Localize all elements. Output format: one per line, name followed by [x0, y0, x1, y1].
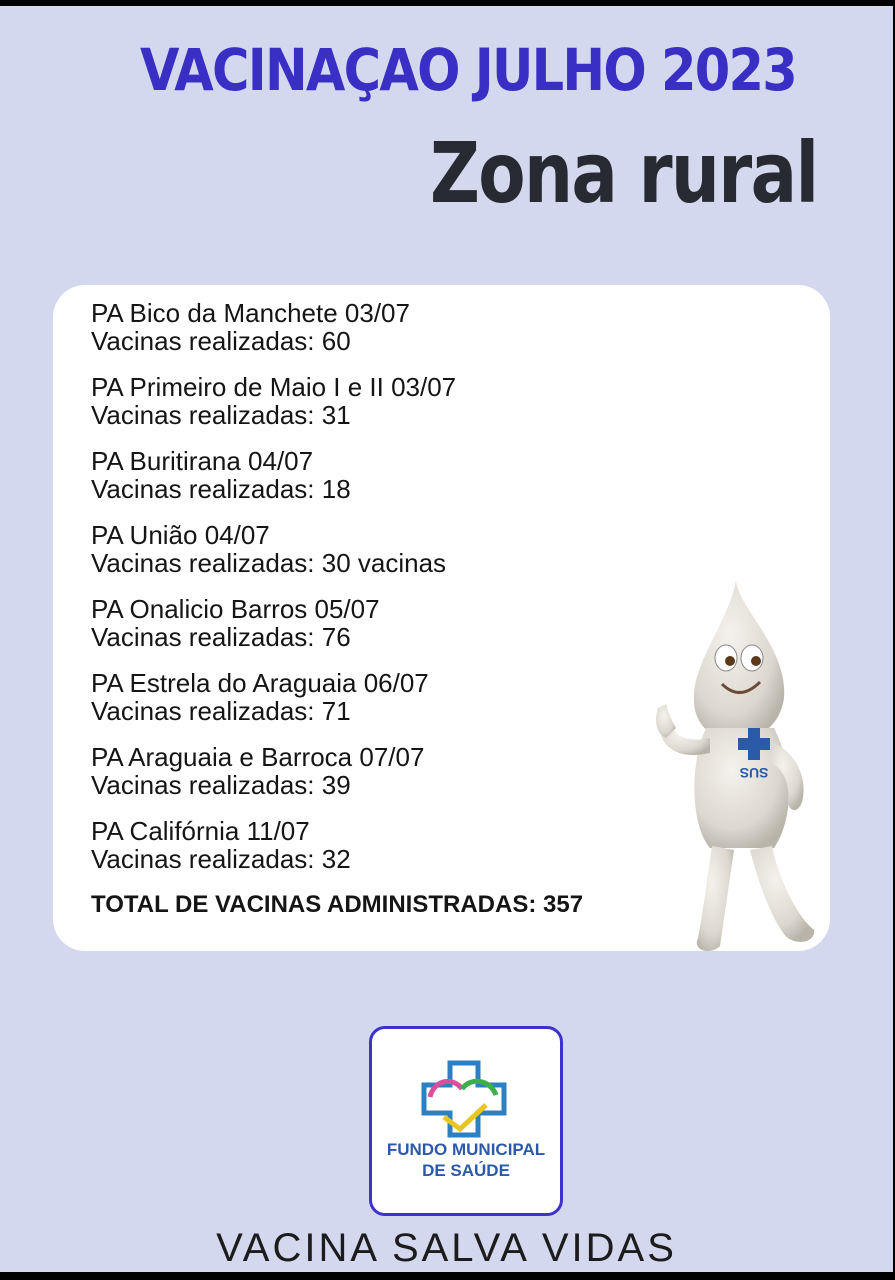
- entry-place: PA Primeiro de Maio I e II 03/07: [91, 372, 457, 402]
- list-item: [91, 817, 583, 873]
- entry-result: Vacinas realizadas: 18: [91, 474, 351, 504]
- list-item: [91, 373, 583, 429]
- total-count: TOTAL DE VACINAS ADMINISTRADAS: 357: [91, 891, 584, 918]
- logo-text: [372, 1139, 560, 1181]
- entry-result: Vacinas realizadas: 32: [91, 844, 351, 874]
- entry-place: PA Estrela do Araguaia 06/07: [91, 668, 429, 698]
- sus-badge-text: SUS: [739, 765, 769, 781]
- page-subtitle: Zona rural: [430, 124, 818, 222]
- poster: [0, 6, 893, 1272]
- logo-line-2: DE SAÚDE: [422, 1161, 510, 1180]
- entry-place: PA Onalicio Barros 05/07: [91, 594, 380, 624]
- page-title: VACINAÇAO JULHO 2023: [140, 36, 797, 104]
- entry-place: PA Araguaia e Barroca 07/07: [91, 742, 425, 772]
- entry-result: Vacinas realizadas: 31: [91, 400, 351, 430]
- entry-place: PA Bico da Manchete 03/07: [91, 298, 410, 328]
- entry-place: PA Califórnia 11/07: [91, 816, 310, 846]
- list-item: [91, 669, 583, 725]
- entry-result: Vacinas realizadas: 60: [91, 326, 351, 356]
- list-item: [91, 595, 583, 651]
- fund-logo: [369, 1026, 563, 1216]
- entry-result: Vacinas realizadas: 76: [91, 622, 351, 652]
- entry-list: [91, 299, 583, 919]
- list-item: [91, 743, 583, 799]
- health-cross-icon: [414, 1059, 514, 1139]
- list-item: [91, 299, 583, 355]
- droplet-mascot-icon: [648, 578, 838, 960]
- list-item: [91, 521, 583, 577]
- entry-place: PA Buritirana 04/07: [91, 446, 314, 476]
- entry-result: Vacinas realizadas: 71: [91, 696, 351, 726]
- entry-place: PA União 04/07: [91, 520, 270, 550]
- entry-result: Vacinas realizadas: 30 vacinas: [91, 548, 447, 578]
- footer-slogan: VACINA SALVA VIDAS: [216, 1226, 677, 1270]
- logo-line-1: FUNDO MUNICIPAL: [386, 1140, 546, 1159]
- entry-result: Vacinas realizadas: 39: [91, 770, 351, 800]
- list-item: [91, 447, 583, 503]
